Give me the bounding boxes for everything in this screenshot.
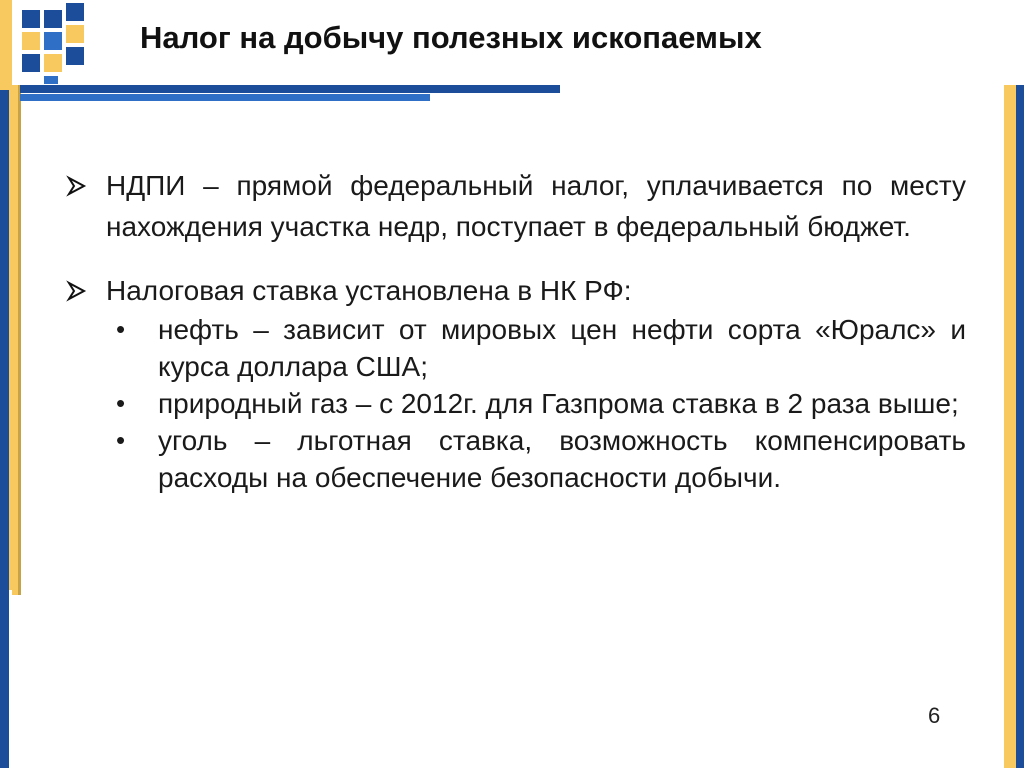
page-number: 6 [928,703,941,728]
logo-square [22,10,40,28]
subbullet-item [66,311,966,385]
bullet-item [66,270,966,311]
dot-bullet: • [116,425,126,455]
logo-square [44,10,62,28]
subbullet-text: нефть – зависит от мировых цен нефти сорта «Юралс» и курса доллара США; [158,314,966,382]
bullet-text: Налоговая ставка установлена в НК РФ: [106,275,632,306]
subbullet-text: уголь – льготная ставка, возможность компенсировать расходы на обеспечение безопасности добычи. [158,425,966,493]
arrowhead-bullet-icon [66,175,88,197]
subbullet-item [66,422,966,496]
logo-square [22,32,40,50]
title-rule-light [20,94,430,101]
left-blue-band [0,90,9,768]
logo-square [44,32,62,50]
logo-square [44,54,62,72]
arrowhead-bullet-icon [66,280,88,302]
right-yellow-band [1004,85,1016,768]
logo-square [66,3,84,21]
logo-square [66,47,84,65]
logo-square [22,54,40,72]
bullet-item [66,165,966,247]
subbullet-text: природный газ – с 2012г. для Газпрома ставка в 2 раза выше; [158,388,959,419]
subbullet-item [66,385,966,422]
dot-bullet: • [116,388,126,418]
slide-body [66,165,966,496]
bullet-text: НДПИ – прямой федеральный налог, уплачивается по месту нахождения участка недр, поступает в федеральный бюджет. [106,170,966,242]
left-edge-band [12,85,21,595]
logo-square [66,25,84,43]
dot-bullet: • [116,314,126,344]
logo-square [44,76,58,84]
slide-title: Налог на добычу полезных ископаемых [140,20,762,55]
title-rule-dark [20,85,560,93]
